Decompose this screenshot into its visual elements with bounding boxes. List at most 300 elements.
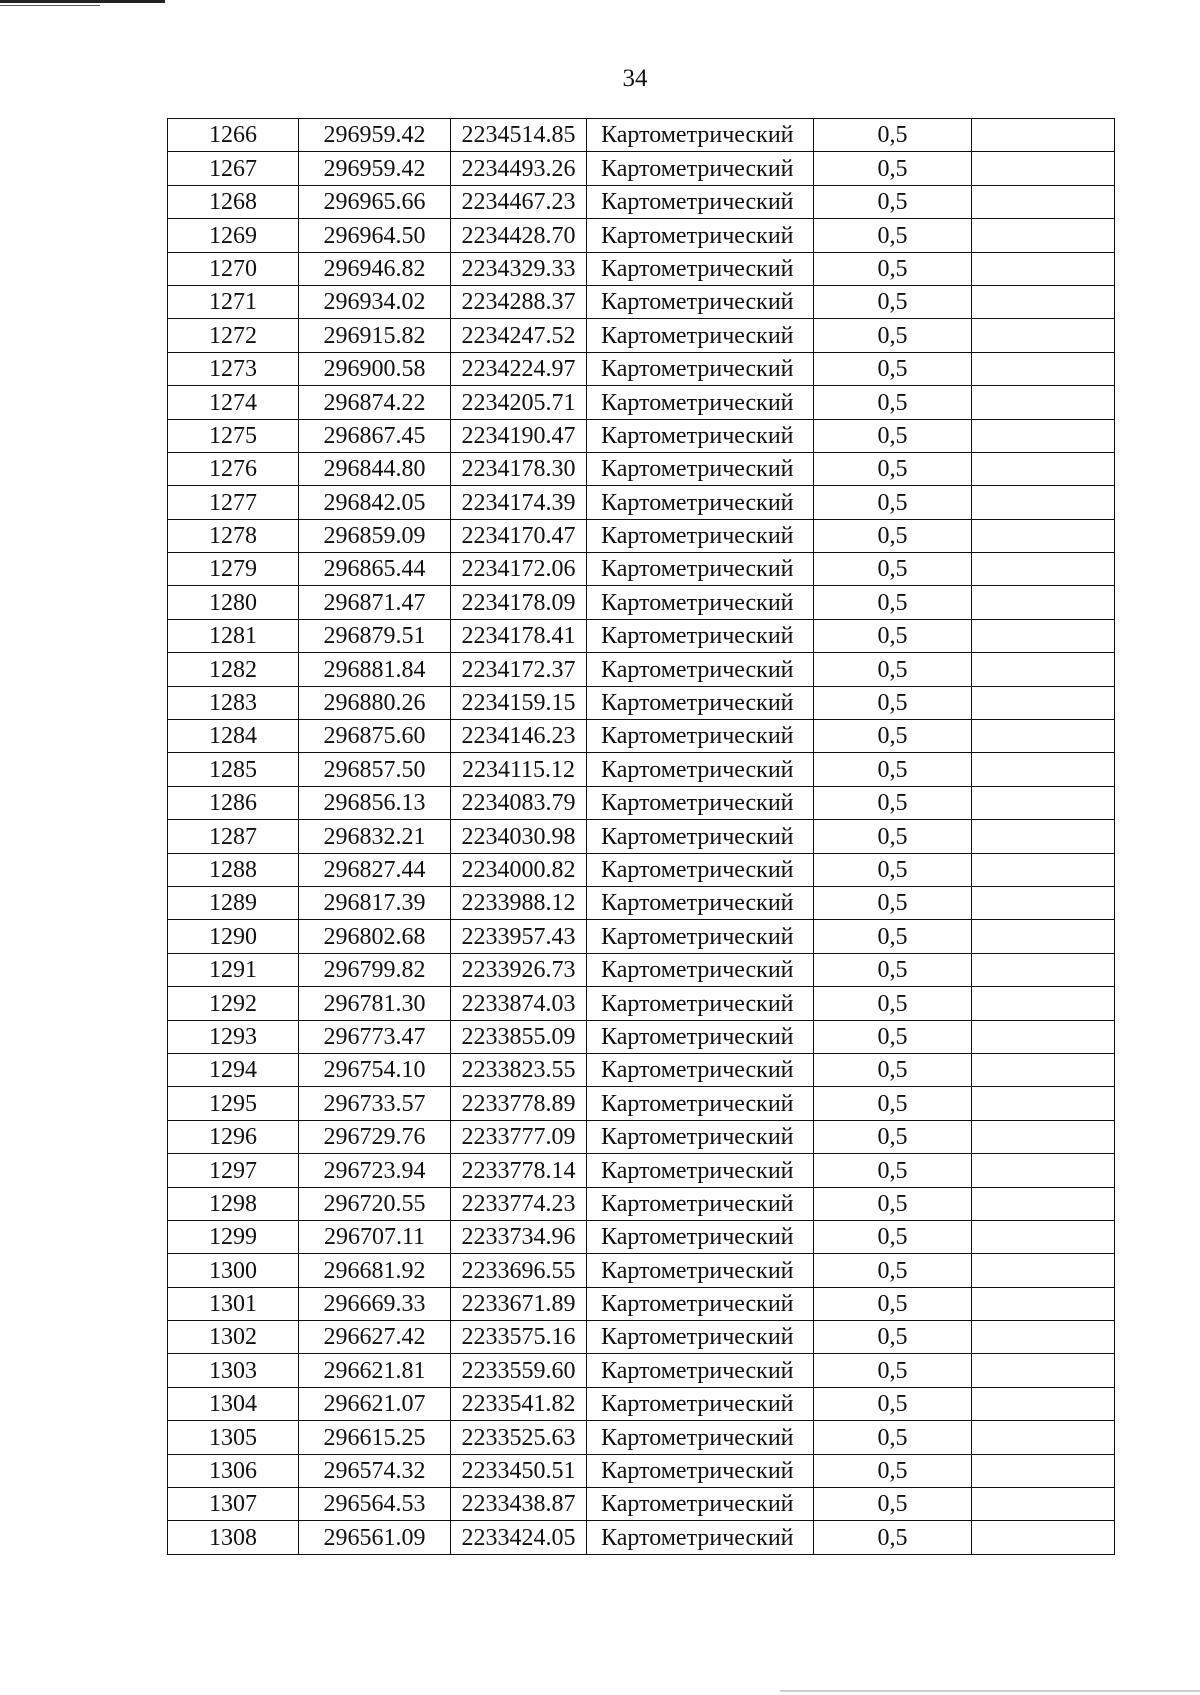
accuracy-cell: 0,5 bbox=[814, 486, 972, 519]
extra-cell bbox=[972, 686, 1115, 719]
method-cell: Картометрический bbox=[587, 886, 814, 919]
point-number-cell: 1292 bbox=[168, 987, 299, 1020]
accuracy-cell: 0,5 bbox=[814, 319, 972, 352]
extra-cell bbox=[972, 519, 1115, 552]
method-cell: Картометрический bbox=[587, 419, 814, 452]
accuracy-cell: 0,5 bbox=[814, 1454, 972, 1487]
extra-cell bbox=[972, 119, 1115, 152]
x-coordinate-cell: 296965.66 bbox=[299, 185, 451, 218]
y-coordinate-cell: 2234329.33 bbox=[451, 252, 587, 285]
extra-cell bbox=[972, 452, 1115, 485]
extra-cell bbox=[972, 1154, 1115, 1187]
x-coordinate-cell: 296915.82 bbox=[299, 319, 451, 352]
x-coordinate-cell: 296867.45 bbox=[299, 419, 451, 452]
x-coordinate-cell: 296871.47 bbox=[299, 586, 451, 619]
extra-cell bbox=[972, 886, 1115, 919]
method-cell: Картометрический bbox=[587, 1154, 814, 1187]
accuracy-cell: 0,5 bbox=[814, 1053, 972, 1086]
point-number-cell: 1266 bbox=[168, 119, 299, 152]
y-coordinate-cell: 2234170.47 bbox=[451, 519, 587, 552]
x-coordinate-cell: 296754.10 bbox=[299, 1053, 451, 1086]
method-cell: Картометрический bbox=[587, 1254, 814, 1287]
table-row bbox=[168, 219, 1115, 252]
accuracy-cell: 0,5 bbox=[814, 653, 972, 686]
table-row bbox=[168, 252, 1115, 285]
extra-cell bbox=[972, 319, 1115, 352]
point-number-cell: 1308 bbox=[168, 1521, 299, 1554]
method-cell: Картометрический bbox=[587, 720, 814, 753]
accuracy-cell: 0,5 bbox=[814, 1287, 972, 1320]
table-row bbox=[168, 653, 1115, 686]
x-coordinate-cell: 296874.22 bbox=[299, 386, 451, 419]
extra-cell bbox=[972, 920, 1115, 953]
extra-cell bbox=[972, 720, 1115, 753]
point-number-cell: 1269 bbox=[168, 219, 299, 252]
method-cell: Картометрический bbox=[587, 1321, 814, 1354]
x-coordinate-cell: 296733.57 bbox=[299, 1087, 451, 1120]
accuracy-cell: 0,5 bbox=[814, 1488, 972, 1521]
extra-cell bbox=[972, 1020, 1115, 1053]
table-row bbox=[168, 753, 1115, 786]
method-cell: Картометрический bbox=[587, 619, 814, 652]
accuracy-cell: 0,5 bbox=[814, 853, 972, 886]
accuracy-cell: 0,5 bbox=[814, 1321, 972, 1354]
x-coordinate-cell: 296707.11 bbox=[299, 1220, 451, 1253]
point-number-cell: 1298 bbox=[168, 1187, 299, 1220]
point-number-cell: 1290 bbox=[168, 920, 299, 953]
table-row bbox=[168, 519, 1115, 552]
y-coordinate-cell: 2233575.16 bbox=[451, 1321, 587, 1354]
extra-cell bbox=[972, 853, 1115, 886]
x-coordinate-cell: 296621.07 bbox=[299, 1387, 451, 1420]
x-coordinate-cell: 296773.47 bbox=[299, 1020, 451, 1053]
extra-cell bbox=[972, 1087, 1115, 1120]
table-row bbox=[168, 319, 1115, 352]
coordinates-table bbox=[167, 118, 1115, 1555]
x-coordinate-cell: 296564.53 bbox=[299, 1488, 451, 1521]
x-coordinate-cell: 296723.94 bbox=[299, 1154, 451, 1187]
extra-cell bbox=[972, 386, 1115, 419]
method-cell: Картометрический bbox=[587, 820, 814, 853]
method-cell: Картометрический bbox=[587, 987, 814, 1020]
y-coordinate-cell: 2233874.03 bbox=[451, 987, 587, 1020]
y-coordinate-cell: 2234172.37 bbox=[451, 653, 587, 686]
y-coordinate-cell: 2234172.06 bbox=[451, 553, 587, 586]
accuracy-cell: 0,5 bbox=[814, 1354, 972, 1387]
extra-cell bbox=[972, 1220, 1115, 1253]
x-coordinate-cell: 296561.09 bbox=[299, 1521, 451, 1554]
method-cell: Картометрический bbox=[587, 319, 814, 352]
table-body bbox=[168, 119, 1115, 1555]
method-cell: Картометрический bbox=[587, 553, 814, 586]
extra-cell bbox=[972, 1421, 1115, 1454]
method-cell: Картометрический bbox=[587, 452, 814, 485]
table-row bbox=[168, 119, 1115, 152]
table-row bbox=[168, 1387, 1115, 1420]
y-coordinate-cell: 2233559.60 bbox=[451, 1354, 587, 1387]
point-number-cell: 1279 bbox=[168, 553, 299, 586]
method-cell: Картометрический bbox=[587, 185, 814, 218]
y-coordinate-cell: 2233774.23 bbox=[451, 1187, 587, 1220]
table-row bbox=[168, 386, 1115, 419]
method-cell: Картометрический bbox=[587, 1488, 814, 1521]
method-cell: Картометрический bbox=[587, 1020, 814, 1053]
point-number-cell: 1277 bbox=[168, 486, 299, 519]
method-cell: Картометрический bbox=[587, 219, 814, 252]
y-coordinate-cell: 2234083.79 bbox=[451, 786, 587, 819]
x-coordinate-cell: 296669.33 bbox=[299, 1287, 451, 1320]
method-cell: Картометрический bbox=[587, 1354, 814, 1387]
method-cell: Картометрический bbox=[587, 786, 814, 819]
accuracy-cell: 0,5 bbox=[814, 1154, 972, 1187]
scan-edge-mark bbox=[0, 5, 100, 6]
accuracy-cell: 0,5 bbox=[814, 886, 972, 919]
extra-cell bbox=[972, 786, 1115, 819]
x-coordinate-cell: 296621.81 bbox=[299, 1354, 451, 1387]
table-row bbox=[168, 452, 1115, 485]
point-number-cell: 1297 bbox=[168, 1154, 299, 1187]
accuracy-cell: 0,5 bbox=[814, 920, 972, 953]
point-number-cell: 1295 bbox=[168, 1087, 299, 1120]
y-coordinate-cell: 2233778.14 bbox=[451, 1154, 587, 1187]
accuracy-cell: 0,5 bbox=[814, 352, 972, 385]
y-coordinate-cell: 2234178.09 bbox=[451, 586, 587, 619]
y-coordinate-cell: 2233823.55 bbox=[451, 1053, 587, 1086]
accuracy-cell: 0,5 bbox=[814, 1120, 972, 1153]
method-cell: Картометрический bbox=[587, 686, 814, 719]
method-cell: Картометрический bbox=[587, 252, 814, 285]
table-row bbox=[168, 1087, 1115, 1120]
page-number: 34 bbox=[622, 65, 648, 92]
extra-cell bbox=[972, 753, 1115, 786]
table-row bbox=[168, 920, 1115, 953]
extra-cell bbox=[972, 953, 1115, 986]
accuracy-cell: 0,5 bbox=[814, 1220, 972, 1253]
y-coordinate-cell: 2233777.09 bbox=[451, 1120, 587, 1153]
accuracy-cell: 0,5 bbox=[814, 519, 972, 552]
extra-cell bbox=[972, 1254, 1115, 1287]
table-row bbox=[168, 987, 1115, 1020]
point-number-cell: 1280 bbox=[168, 586, 299, 619]
extra-cell bbox=[972, 1287, 1115, 1320]
y-coordinate-cell: 2234493.26 bbox=[451, 152, 587, 185]
x-coordinate-cell: 296900.58 bbox=[299, 352, 451, 385]
x-coordinate-cell: 296857.50 bbox=[299, 753, 451, 786]
accuracy-cell: 0,5 bbox=[814, 686, 972, 719]
table-row bbox=[168, 419, 1115, 452]
extra-cell bbox=[972, 619, 1115, 652]
accuracy-cell: 0,5 bbox=[814, 152, 972, 185]
table-row bbox=[168, 720, 1115, 753]
x-coordinate-cell: 296842.05 bbox=[299, 486, 451, 519]
y-coordinate-cell: 2233525.63 bbox=[451, 1421, 587, 1454]
table-row bbox=[168, 1354, 1115, 1387]
y-coordinate-cell: 2234224.97 bbox=[451, 352, 587, 385]
y-coordinate-cell: 2233855.09 bbox=[451, 1020, 587, 1053]
extra-cell bbox=[972, 653, 1115, 686]
method-cell: Картометрический bbox=[587, 152, 814, 185]
point-number-cell: 1286 bbox=[168, 786, 299, 819]
accuracy-cell: 0,5 bbox=[814, 185, 972, 218]
point-number-cell: 1294 bbox=[168, 1053, 299, 1086]
accuracy-cell: 0,5 bbox=[814, 1187, 972, 1220]
point-number-cell: 1271 bbox=[168, 285, 299, 318]
table-row bbox=[168, 853, 1115, 886]
y-coordinate-cell: 2234514.85 bbox=[451, 119, 587, 152]
y-coordinate-cell: 2233671.89 bbox=[451, 1287, 587, 1320]
accuracy-cell: 0,5 bbox=[814, 586, 972, 619]
accuracy-cell: 0,5 bbox=[814, 820, 972, 853]
method-cell: Картометрический bbox=[587, 753, 814, 786]
method-cell: Картометрический bbox=[587, 519, 814, 552]
scan-edge-mark bbox=[0, 0, 165, 3]
table-row bbox=[168, 953, 1115, 986]
accuracy-cell: 0,5 bbox=[814, 386, 972, 419]
method-cell: Картометрический bbox=[587, 386, 814, 419]
y-coordinate-cell: 2234178.30 bbox=[451, 452, 587, 485]
table-row bbox=[168, 1120, 1115, 1153]
x-coordinate-cell: 296781.30 bbox=[299, 987, 451, 1020]
extra-cell bbox=[972, 820, 1115, 853]
x-coordinate-cell: 296875.60 bbox=[299, 720, 451, 753]
y-coordinate-cell: 2233957.43 bbox=[451, 920, 587, 953]
point-number-cell: 1307 bbox=[168, 1488, 299, 1521]
y-coordinate-cell: 2233988.12 bbox=[451, 886, 587, 919]
method-cell: Картометрический bbox=[587, 920, 814, 953]
accuracy-cell: 0,5 bbox=[814, 553, 972, 586]
table-row bbox=[168, 553, 1115, 586]
y-coordinate-cell: 2234030.98 bbox=[451, 820, 587, 853]
accuracy-cell: 0,5 bbox=[814, 753, 972, 786]
point-number-cell: 1283 bbox=[168, 686, 299, 719]
accuracy-cell: 0,5 bbox=[814, 1020, 972, 1053]
point-number-cell: 1296 bbox=[168, 1120, 299, 1153]
table-row bbox=[168, 1220, 1115, 1253]
point-number-cell: 1291 bbox=[168, 953, 299, 986]
method-cell: Картометрический bbox=[587, 1454, 814, 1487]
point-number-cell: 1288 bbox=[168, 853, 299, 886]
y-coordinate-cell: 2234428.70 bbox=[451, 219, 587, 252]
accuracy-cell: 0,5 bbox=[814, 419, 972, 452]
y-coordinate-cell: 2234190.47 bbox=[451, 419, 587, 452]
point-number-cell: 1300 bbox=[168, 1254, 299, 1287]
table-row bbox=[168, 820, 1115, 853]
point-number-cell: 1282 bbox=[168, 653, 299, 686]
table-row bbox=[168, 185, 1115, 218]
method-cell: Картометрический bbox=[587, 285, 814, 318]
x-coordinate-cell: 296844.80 bbox=[299, 452, 451, 485]
x-coordinate-cell: 296832.21 bbox=[299, 820, 451, 853]
accuracy-cell: 0,5 bbox=[814, 119, 972, 152]
accuracy-cell: 0,5 bbox=[814, 1387, 972, 1420]
table-row bbox=[168, 486, 1115, 519]
y-coordinate-cell: 2234146.23 bbox=[451, 720, 587, 753]
accuracy-cell: 0,5 bbox=[814, 1087, 972, 1120]
table-row bbox=[168, 1053, 1115, 1086]
y-coordinate-cell: 2234159.15 bbox=[451, 686, 587, 719]
y-coordinate-cell: 2234288.37 bbox=[451, 285, 587, 318]
extra-cell bbox=[972, 1387, 1115, 1420]
method-cell: Картометрический bbox=[587, 853, 814, 886]
table-row bbox=[168, 1521, 1115, 1554]
x-coordinate-cell: 296627.42 bbox=[299, 1321, 451, 1354]
y-coordinate-cell: 2233926.73 bbox=[451, 953, 587, 986]
method-cell: Картометрический bbox=[587, 586, 814, 619]
point-number-cell: 1289 bbox=[168, 886, 299, 919]
accuracy-cell: 0,5 bbox=[814, 786, 972, 819]
accuracy-cell: 0,5 bbox=[814, 1521, 972, 1554]
extra-cell bbox=[972, 252, 1115, 285]
method-cell: Картометрический bbox=[587, 1087, 814, 1120]
extra-cell bbox=[972, 1454, 1115, 1487]
extra-cell bbox=[972, 219, 1115, 252]
x-coordinate-cell: 296802.68 bbox=[299, 920, 451, 953]
accuracy-cell: 0,5 bbox=[814, 1254, 972, 1287]
extra-cell bbox=[972, 352, 1115, 385]
method-cell: Картометрический bbox=[587, 1287, 814, 1320]
point-number-cell: 1287 bbox=[168, 820, 299, 853]
accuracy-cell: 0,5 bbox=[814, 953, 972, 986]
table-row bbox=[168, 352, 1115, 385]
x-coordinate-cell: 296859.09 bbox=[299, 519, 451, 552]
method-cell: Картометрический bbox=[587, 352, 814, 385]
y-coordinate-cell: 2234115.12 bbox=[451, 753, 587, 786]
extra-cell bbox=[972, 419, 1115, 452]
y-coordinate-cell: 2233424.05 bbox=[451, 1521, 587, 1554]
x-coordinate-cell: 296959.42 bbox=[299, 119, 451, 152]
accuracy-cell: 0,5 bbox=[814, 720, 972, 753]
table-row bbox=[168, 1254, 1115, 1287]
point-number-cell: 1281 bbox=[168, 619, 299, 652]
accuracy-cell: 0,5 bbox=[814, 987, 972, 1020]
x-coordinate-cell: 296881.84 bbox=[299, 653, 451, 686]
point-number-cell: 1304 bbox=[168, 1387, 299, 1420]
accuracy-cell: 0,5 bbox=[814, 452, 972, 485]
point-number-cell: 1276 bbox=[168, 452, 299, 485]
table-row bbox=[168, 1187, 1115, 1220]
point-number-cell: 1299 bbox=[168, 1220, 299, 1253]
table-row bbox=[168, 586, 1115, 619]
table-row bbox=[168, 619, 1115, 652]
extra-cell bbox=[972, 1521, 1115, 1554]
method-cell: Картометрический bbox=[587, 1220, 814, 1253]
point-number-cell: 1270 bbox=[168, 252, 299, 285]
y-coordinate-cell: 2234178.41 bbox=[451, 619, 587, 652]
point-number-cell: 1302 bbox=[168, 1321, 299, 1354]
point-number-cell: 1273 bbox=[168, 352, 299, 385]
table-row bbox=[168, 1287, 1115, 1320]
method-cell: Картометрический bbox=[587, 1053, 814, 1086]
y-coordinate-cell: 2233734.96 bbox=[451, 1220, 587, 1253]
x-coordinate-cell: 296934.02 bbox=[299, 285, 451, 318]
x-coordinate-cell: 296574.32 bbox=[299, 1454, 451, 1487]
x-coordinate-cell: 296799.82 bbox=[299, 953, 451, 986]
x-coordinate-cell: 296729.76 bbox=[299, 1120, 451, 1153]
extra-cell bbox=[972, 1120, 1115, 1153]
extra-cell bbox=[972, 987, 1115, 1020]
method-cell: Картометрический bbox=[587, 1120, 814, 1153]
method-cell: Картометрический bbox=[587, 1421, 814, 1454]
accuracy-cell: 0,5 bbox=[814, 1421, 972, 1454]
extra-cell bbox=[972, 285, 1115, 318]
accuracy-cell: 0,5 bbox=[814, 285, 972, 318]
table-row bbox=[168, 886, 1115, 919]
extra-cell bbox=[972, 1321, 1115, 1354]
point-number-cell: 1274 bbox=[168, 386, 299, 419]
accuracy-cell: 0,5 bbox=[814, 619, 972, 652]
extra-cell bbox=[972, 553, 1115, 586]
point-number-cell: 1275 bbox=[168, 419, 299, 452]
table-row bbox=[168, 1421, 1115, 1454]
method-cell: Картометрический bbox=[587, 1521, 814, 1554]
table-row bbox=[168, 1488, 1115, 1521]
extra-cell bbox=[972, 486, 1115, 519]
y-coordinate-cell: 2234205.71 bbox=[451, 386, 587, 419]
point-number-cell: 1305 bbox=[168, 1421, 299, 1454]
x-coordinate-cell: 296615.25 bbox=[299, 1421, 451, 1454]
y-coordinate-cell: 2233450.51 bbox=[451, 1454, 587, 1487]
x-coordinate-cell: 296946.82 bbox=[299, 252, 451, 285]
x-coordinate-cell: 296817.39 bbox=[299, 886, 451, 919]
x-coordinate-cell: 296856.13 bbox=[299, 786, 451, 819]
scan-edge-mark bbox=[780, 1690, 1200, 1692]
y-coordinate-cell: 2233696.55 bbox=[451, 1254, 587, 1287]
point-number-cell: 1303 bbox=[168, 1354, 299, 1387]
y-coordinate-cell: 2234467.23 bbox=[451, 185, 587, 218]
x-coordinate-cell: 296865.44 bbox=[299, 553, 451, 586]
extra-cell bbox=[972, 152, 1115, 185]
table-row bbox=[168, 1020, 1115, 1053]
y-coordinate-cell: 2233541.82 bbox=[451, 1387, 587, 1420]
point-number-cell: 1284 bbox=[168, 720, 299, 753]
table-row bbox=[168, 152, 1115, 185]
extra-cell bbox=[972, 185, 1115, 218]
extra-cell bbox=[972, 586, 1115, 619]
extra-cell bbox=[972, 1354, 1115, 1387]
table-row bbox=[168, 1454, 1115, 1487]
y-coordinate-cell: 2233438.87 bbox=[451, 1488, 587, 1521]
method-cell: Картометрический bbox=[587, 1387, 814, 1420]
table-row bbox=[168, 1321, 1115, 1354]
point-number-cell: 1285 bbox=[168, 753, 299, 786]
x-coordinate-cell: 296827.44 bbox=[299, 853, 451, 886]
point-number-cell: 1267 bbox=[168, 152, 299, 185]
accuracy-cell: 0,5 bbox=[814, 252, 972, 285]
y-coordinate-cell: 2234174.39 bbox=[451, 486, 587, 519]
x-coordinate-cell: 296880.26 bbox=[299, 686, 451, 719]
y-coordinate-cell: 2233778.89 bbox=[451, 1087, 587, 1120]
y-coordinate-cell: 2234000.82 bbox=[451, 853, 587, 886]
x-coordinate-cell: 296879.51 bbox=[299, 619, 451, 652]
point-number-cell: 1268 bbox=[168, 185, 299, 218]
point-number-cell: 1306 bbox=[168, 1454, 299, 1487]
table-row bbox=[168, 686, 1115, 719]
point-number-cell: 1301 bbox=[168, 1287, 299, 1320]
x-coordinate-cell: 296681.92 bbox=[299, 1254, 451, 1287]
extra-cell bbox=[972, 1488, 1115, 1521]
extra-cell bbox=[972, 1187, 1115, 1220]
method-cell: Картометрический bbox=[587, 119, 814, 152]
x-coordinate-cell: 296720.55 bbox=[299, 1187, 451, 1220]
x-coordinate-cell: 296964.50 bbox=[299, 219, 451, 252]
method-cell: Картометрический bbox=[587, 1187, 814, 1220]
method-cell: Картометрический bbox=[587, 486, 814, 519]
method-cell: Картометрический bbox=[587, 953, 814, 986]
point-number-cell: 1293 bbox=[168, 1020, 299, 1053]
table-row bbox=[168, 285, 1115, 318]
method-cell: Картометрический bbox=[587, 653, 814, 686]
x-coordinate-cell: 296959.42 bbox=[299, 152, 451, 185]
